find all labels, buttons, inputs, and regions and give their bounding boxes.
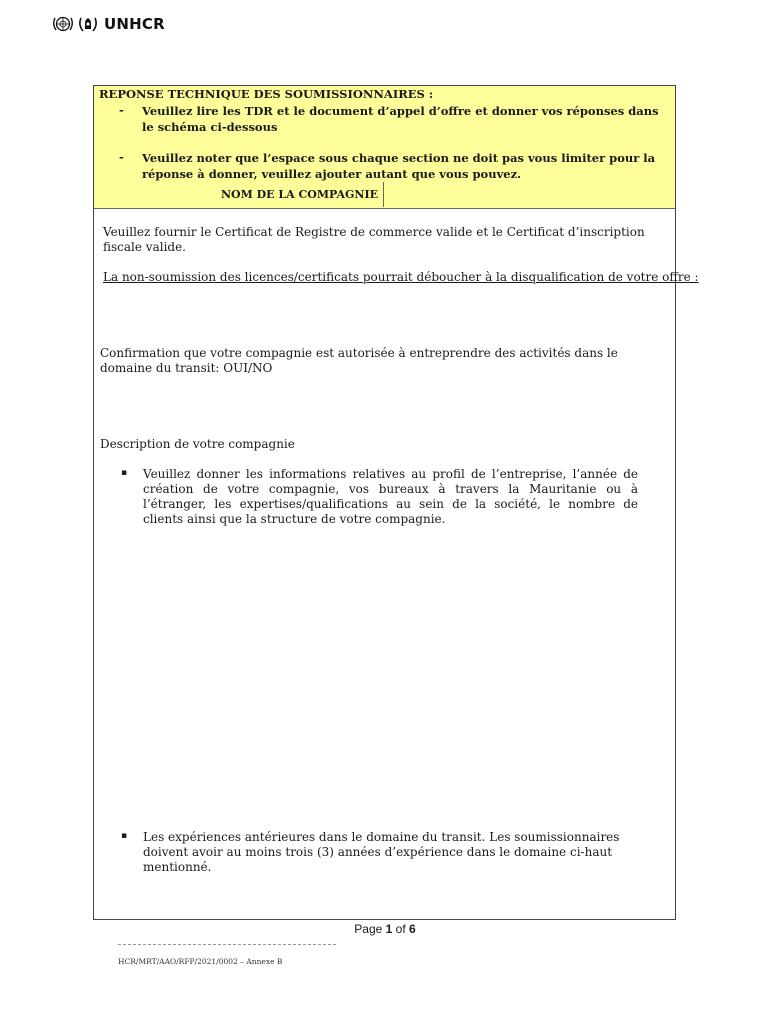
page-current: 1 <box>385 922 393 936</box>
document-reference: HCR/MRT/AAO/RFP/2021/0002 – Annexe B <box>118 957 283 966</box>
certificates-warning: La non-soumission des licences/certificats pourrait déboucher à la disqualification de votre offre : <box>103 270 699 284</box>
form-frame <box>93 85 699 920</box>
page-total: 6 <box>409 922 416 936</box>
instruction-dash: - <box>119 103 124 117</box>
form-title: REPONSE TECHNIQUE DES SOUMISSIONNAIRES : <box>99 87 434 101</box>
description-bullet-1: Veuillez donner les informations relatives au profil de l’entreprise, l’année de création de votre compagnie, vos bureaux à travers la Mauritanie ou à l’étranger, les expertises/qualifications au sein de la société, le nombre de clients ainsi que la structure de votre compagnie. <box>143 467 638 526</box>
footer-divider <box>118 944 336 945</box>
instructions-box <box>94 86 675 209</box>
instruction-2: Veuillez noter que l’espace sous chaque section ne doit pas vous limiter pour la réponse à donner, veuillez ajouter autant que vous pouvez. <box>142 151 656 181</box>
transit-confirmation: Confirmation que votre compagnie est autorisée à entreprendre des activités dans le domaine du transit: OUI/NO <box>100 346 618 375</box>
company-name-field[interactable] <box>386 182 675 207</box>
unhcr-logo <box>52 14 165 34</box>
description-heading: Description de votre compagnie <box>100 437 295 451</box>
un-emblem-icon <box>52 14 74 34</box>
bullet-marker: ▪ <box>121 831 128 841</box>
instruction-dash: - <box>119 150 124 164</box>
page-label: Page <box>354 922 383 936</box>
page-of: of <box>395 922 406 936</box>
unhcr-emblem-icon <box>77 14 99 34</box>
company-name-row <box>94 182 675 208</box>
page-number <box>0 922 770 936</box>
certificates-text: Veuillez fournir le Certificat de Registre de commerce valide et le Certificat d’inscription fiscale valide. <box>103 225 645 254</box>
instruction-1: Veuillez lire les TDR et le document d’appel d’offre et donner vos réponses dans le schéma ci-dessous <box>142 104 659 134</box>
description-bullet-2: Les expériences antérieures dans le domaine du transit. Les soumissionnaires doivent avoir au moins trois (3) années d’expérience dans le domaine ci-haut mentionné. <box>143 830 620 874</box>
bullet-marker: ▪ <box>121 468 128 478</box>
org-name: UNHCR <box>104 15 165 33</box>
company-name-label: NOM DE LA COMPAGNIE <box>94 182 384 207</box>
